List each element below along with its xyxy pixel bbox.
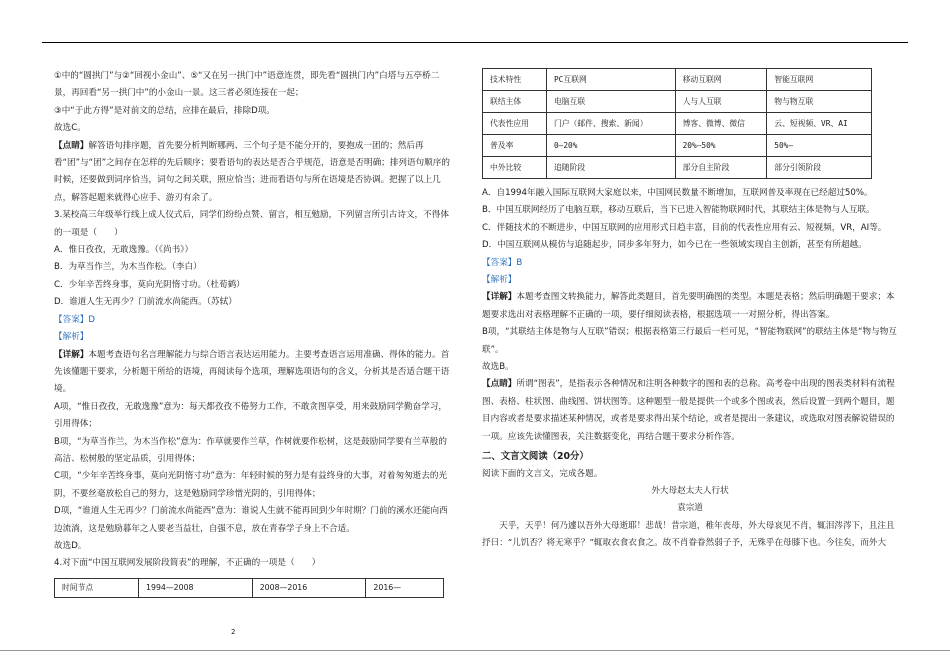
question-3: 3.某校高三年级举行线上成人仪式后，同学们纷纷点赞、留言，相互勉励，下列留言所引古诗文，不得体的一项是（ ） [54, 210, 449, 238]
table-cell: 门户（邮件、搜索、新闻） [546, 113, 675, 135]
table-cell: 人与人互联 [675, 91, 767, 113]
table-cell: 移动互联网 [675, 69, 767, 91]
table-cell: 技术特性 [483, 69, 547, 91]
tip-tag: 【点睛】 [54, 140, 89, 151]
table-cell: 2008—2016 [252, 578, 366, 597]
right-column [482, 68, 898, 553]
table-cell: 部分引领阶段 [767, 157, 872, 179]
left-column [54, 68, 450, 598]
explanation-b: B项，“为草当作兰，为木当作松”意为：作草就要作兰草，作树就要作松树，这是鼓励同学要有兰草般的高洁、松树般的坚定品质，引用得体； [54, 436, 447, 464]
conclusion: 故选B。 [482, 362, 514, 373]
page-number: 2 [231, 628, 236, 636]
table-cell: 时间节点 [55, 578, 139, 597]
option-b: B．中国互联网经历了电脑互联，移动互联后，当下已进入智能物联网时代，其联结主体是物与人互联。 [482, 205, 875, 216]
explanation-d: D项，“谁道人生无再少？门前流水尚能西”意为：谁说人生就不能再回到少年时期？门前的溪水还能向西边流淌，这是勉励暮年之人要老当益壮，自强不息，放在青春学子身上不合适。 [54, 506, 448, 534]
table-cell: 中外比较 [483, 157, 547, 179]
table-cell: 1994—2008 [139, 578, 253, 597]
table-row [483, 135, 872, 157]
table-row [483, 91, 872, 113]
explanation-a: A项，“惟日孜孜，无敢逸豫”意为：每天都孜孜不倦努力工作，不敢贪图享受，用来鼓励同学勤奋学习，引用得体； [54, 401, 447, 430]
detail-text: 本题考查图文转换能力，解答此类题目，首先要明确图的类型。本题是表格；然后明确题干要求；本题要求选出对表格理解不正确的一项，要仔细阅读表格，根据选项一一对照分析，得出答案。 [482, 292, 895, 320]
table-cell: 物与物互联 [767, 91, 872, 113]
tip-paragraph [482, 376, 898, 446]
detail-paragraph [482, 289, 898, 324]
table-cell: 联结主体 [483, 91, 547, 113]
internet-stage-table [482, 68, 872, 179]
table-cell: 20%—50% [675, 135, 767, 157]
table-row [483, 69, 872, 91]
option-c: C．少年辛苦终身事，莫向光阴惰寸功。（杜荀鹤） [54, 279, 245, 290]
table-cell: 云、短视频、VR、AI [767, 113, 872, 135]
conclusion: 故选D。 [54, 540, 87, 551]
option-b: B．为草当作兰，为木当作松。（李白） [54, 262, 202, 273]
table-cell: 智能互联网 [767, 69, 872, 91]
table-cell: 2016— [366, 578, 444, 597]
table-cell: 代表性应用 [483, 113, 547, 135]
analysis-label: 【解析】 [54, 332, 89, 343]
table-cell: PC互联网 [546, 69, 675, 91]
passage-author: 袁宗道 [677, 503, 703, 514]
option-d: D．中国互联网从模仿与追随起步，同步多年努力，如今已在一些领域实现自主创新，甚至有所超越。 [482, 240, 867, 251]
timeline-table [54, 578, 444, 598]
table-row [483, 113, 872, 135]
table-cell: 部分自主阶段 [675, 157, 767, 179]
tip-tag: 【点睛】 [482, 379, 517, 390]
instructions: 阅读下面的文言文，完成各题。 [482, 468, 603, 479]
option-d: D．谁道人生无再少？门前流水尚能西。（苏轼） [54, 297, 237, 308]
section-heading: 二、文言文阅读（20分） [482, 451, 589, 463]
table-cell: 追随阶段 [546, 157, 675, 179]
answer-label: 【答案】B [482, 257, 523, 268]
option-a: A．自1994年融入国际互联网大家庭以来，中国网民数量不断增加，互联网普及率现在已经超过50%。 [482, 188, 873, 198]
table-cell: 电脑互联 [546, 91, 675, 113]
table-cell: 0—20% [546, 135, 675, 157]
question-4: 4.对下面“中国互联网发展阶段简表”的理解，不正确的一项是（ ） [54, 558, 321, 569]
explanation-c: C项，“少年辛苦终身事，莫向光阴惰寸功”意为：年轻时候的努力是有益终身的大事，对着匆匆逝去的光阴，不要丝毫放松自己的努力，这是勉励同学珍惜光阴的，引用得体； [54, 471, 448, 499]
option-c: C．伴随技术的不断进步，中国互联网的应用形式日趋丰富，目前的代表性应用有云、短视频，VR，AI等。 [482, 222, 887, 233]
detail-tag: 【详解】 [482, 292, 517, 303]
detail-text: 本题考查语句名言理解能力与综合语言表达运用能力。主要考查语言运用准确、得体的能力。首先该懂题干要求，分析题干所给的语境，再阅读每个选项，理解选项语句的含义，分析其是否适合题干语境。 [54, 349, 450, 395]
detail-paragraph [54, 347, 450, 399]
header-rule [42, 42, 908, 43]
paragraph: ①中的“圆拱门”与②“回视小金山”、⑤“又在另一拱门中”语意连贯，即先看“圆拱门内”白塔与五亭桥二景，再回看“另一拱门中”的小金山一景。这三者必须连接在一起； [54, 71, 440, 99]
passage-text: 天乎，天乎！何乃遽以吾外大母逝耶！悲哉！昔宗道，稚年丧母，外大母哀见不肖，辄泪涔涔下，且注且抒曰：“儿饥否？将无寒乎？”辄取衣食衣食之。故不肖眷眷然弱子予，无殊乎在母膝下也。今往矣，而外大 [482, 520, 895, 549]
tip-paragraph [54, 138, 450, 208]
tip-text: 所谓“图表”，是指表示各种情况和注明各种数字的图和表的总称。高考卷中出现的图表类材料有流程图、表格、柱状图、曲线图、饼状图等。这种题型一般是提供一个或多个图或表，然后设置一到两个题目，题目内容或者是要求描述某种情况，或者是要求得出某个结论，或者是提出一条建议，或选取对图表解说错误的一项。应该先读懂图表，关注数据变化，再结合题干要求分析作答。 [482, 379, 895, 442]
paragraph: 故选C。 [54, 123, 86, 134]
table-row [483, 157, 872, 179]
detail-tag: 【详解】 [54, 349, 89, 360]
option-a: A．惟日孜孜，无敢逸豫。（《尚书》） [54, 245, 194, 256]
table-cell: 50%— [767, 135, 872, 157]
analysis-label: 【解析】 [482, 275, 517, 286]
table-row [55, 578, 444, 597]
table-cell: 普及率 [483, 135, 547, 157]
footer-rule [0, 650, 950, 651]
table-cell: 博客、微博、微信 [675, 113, 767, 135]
passage-title: 外大母赵太夫人行状 [651, 485, 729, 496]
tip-text: 解答语句排序题，首先要分析判断哪两、三个句子是不能分开的，要抱成一团的；然后再看“团”与“团”之间存在怎样的先后顺序；要看语句的表达是否合乎规范，语意是否明确；排列语句顺序的时候，还要做到词序恰当，词句之间关联，照应恰当；进而看语句与所在语境是否协调。把握了以上几点，解答起题来就得心应手、游刃有余了。 [54, 140, 450, 203]
paragraph: ③中“于此方得”是对前文的总结，应排在最后，排除D项。 [54, 105, 275, 116]
explanation-b: B项，“其联结主体是物与人互联”错误；根据表格第三行最后一栏可见，“智能物联网”的联结主体是“物与物互联”。 [482, 327, 897, 355]
answer-label: 【答案】D [54, 314, 95, 325]
